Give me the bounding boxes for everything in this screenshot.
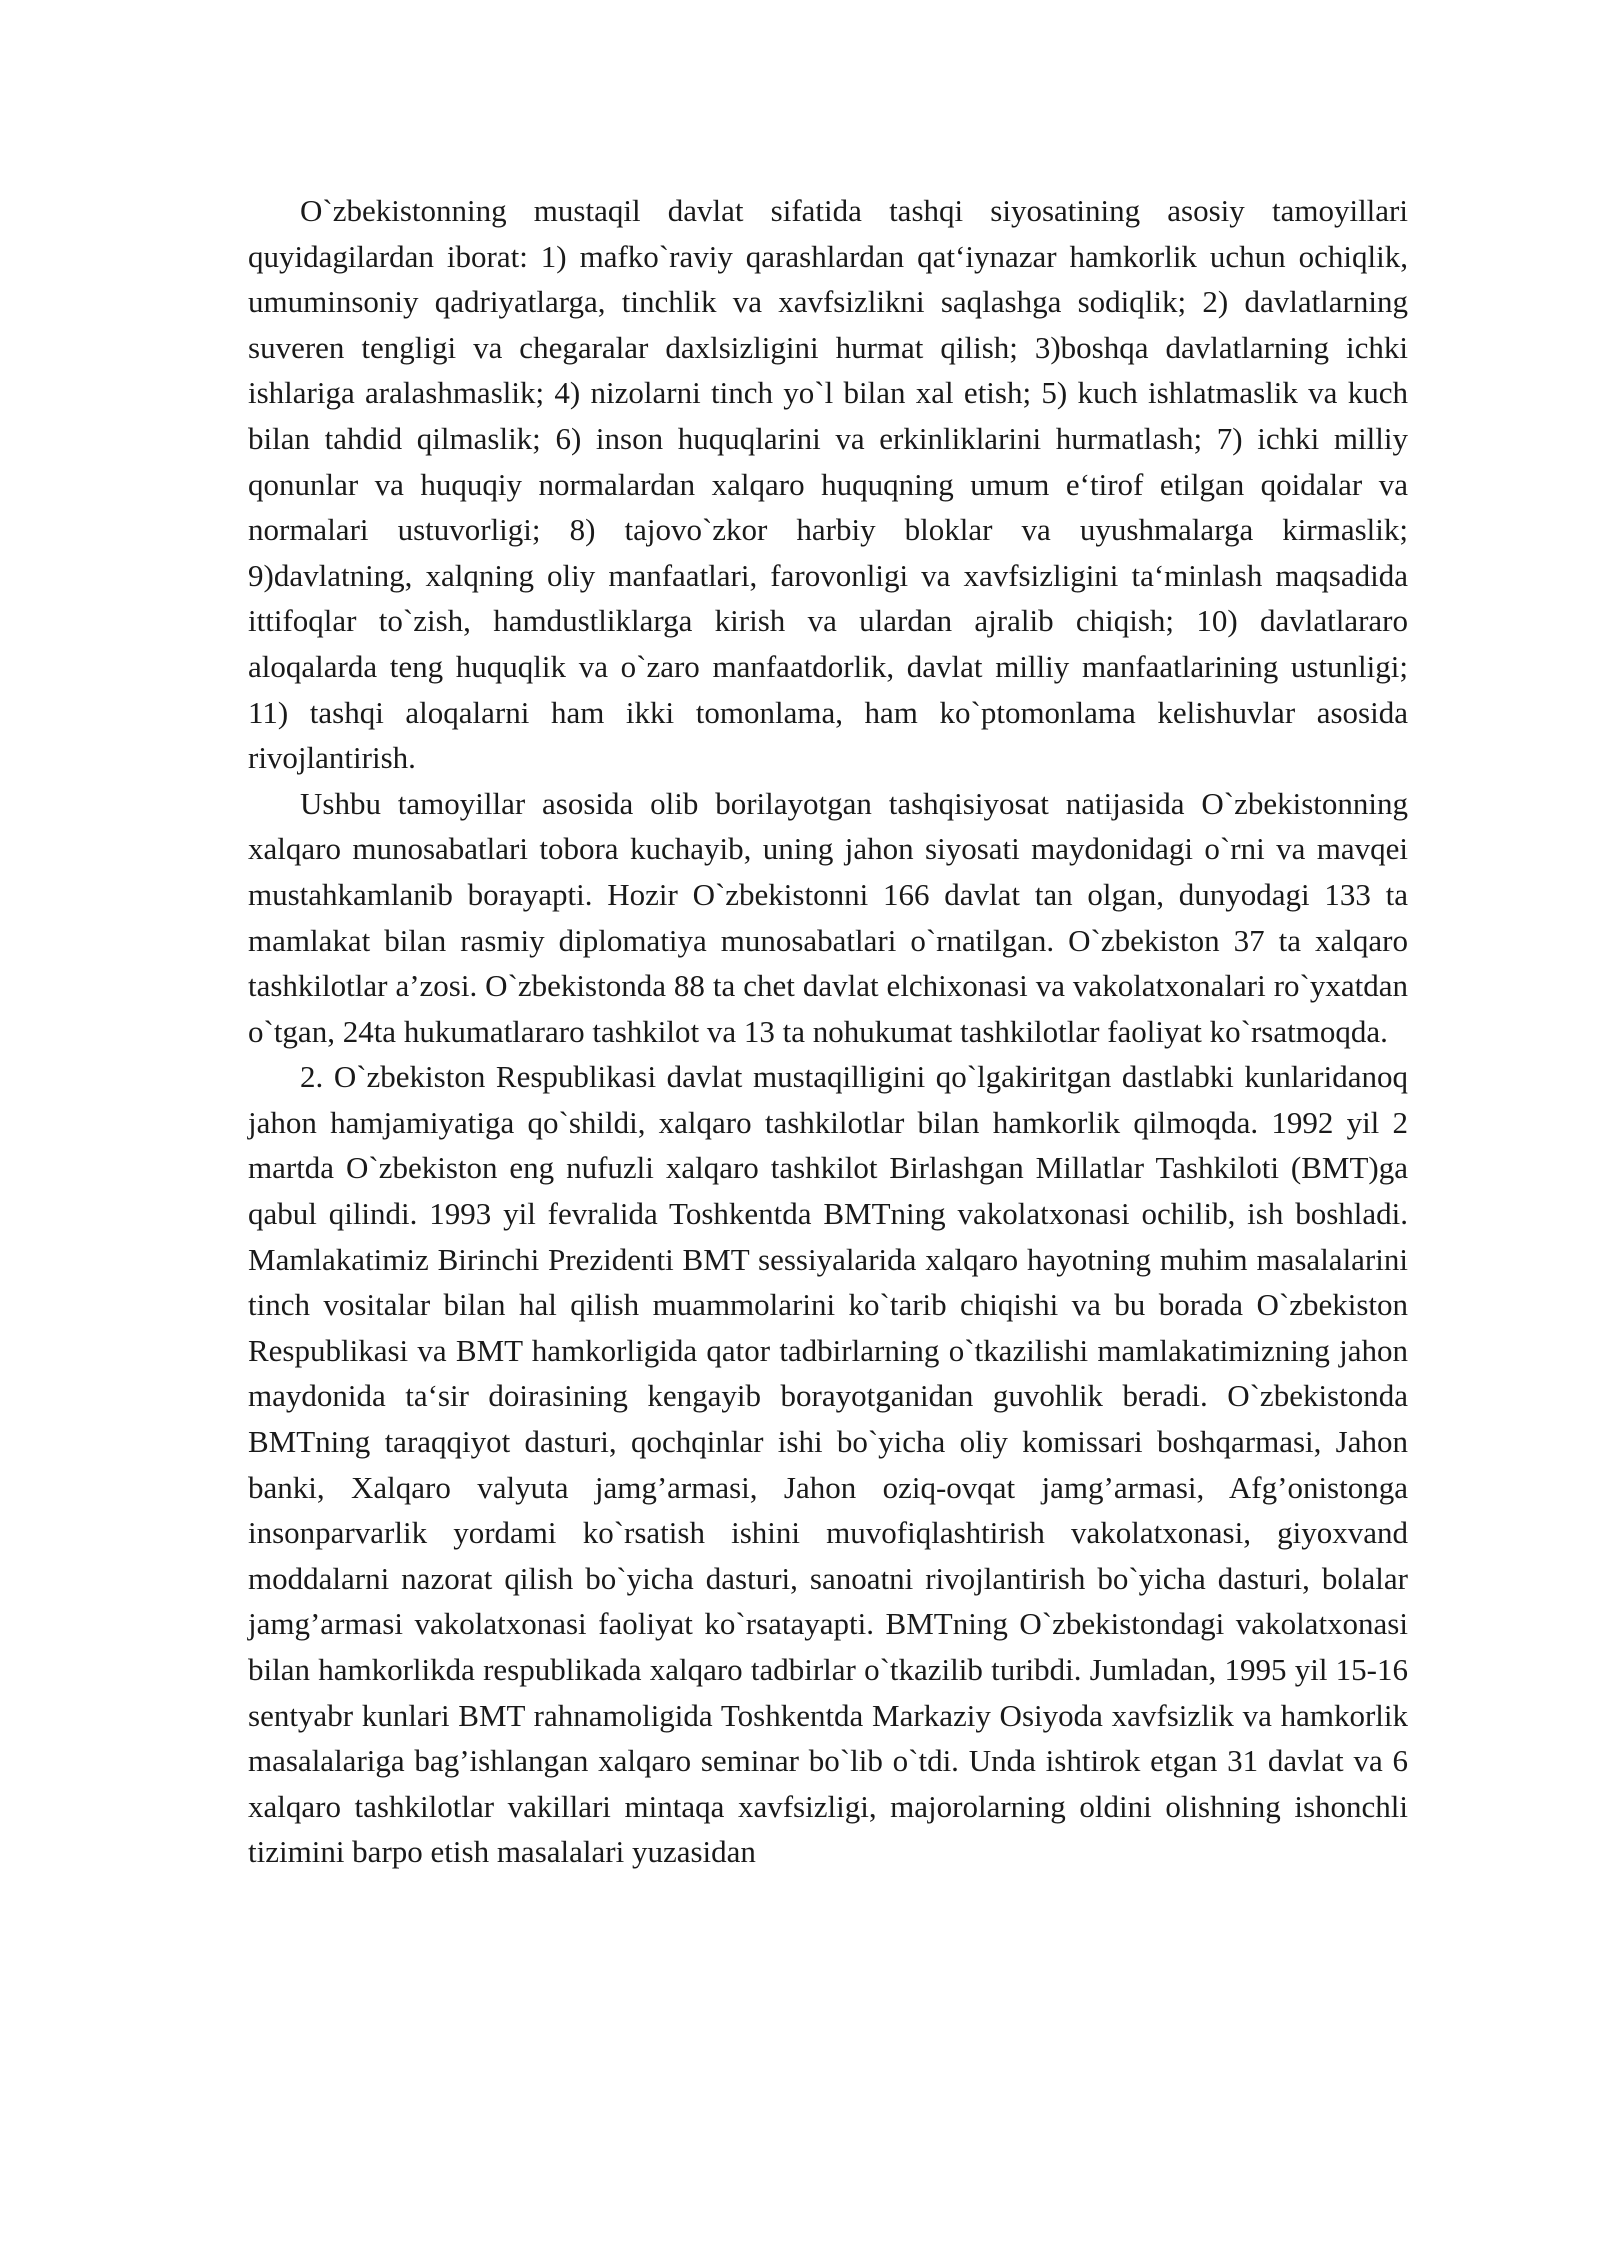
paragraph-international-relations: Ushbu tamoyillar asosida olib borilayotgan tashqisiyosat natijasida O`zbekistonning xalqaro munosabatlari tobora kuchayib, uning jahon siyosati maydonidagi o`rni va mavqei mustahkamlanib borayapti. Hozir O`zbekistonni 166 davlat tan olgan, dunyodagi 133 ta mamlakat bilan rasmiy diplomatiya munosabatlari o`rnatilgan. O`zbekiston 37 ta xalqaro tashkilotlar a’zosi. O`zbekistonda 88 ta chet davlat elchixonasi va vakolatxonalari ro`yxatdan o`tgan, 24ta hukumatlararo tashkilot va 13 ta nohukumat tashkilotlar faoliyat ko`rsatmoqda. — [248, 785, 1408, 1049]
document-body — [248, 188, 1408, 1875]
paragraph-un-cooperation: 2. O`zbekiston Respublikasi davlat mustaqilligini qo`lgakiritgan dastlabki kunlaridanoq jahon hamjamiyatiga qo`shildi, xalqaro tashkilotlar bilan hamkorlik qilmoqda. 1992 yil 2 martda O`zbekiston eng nufuzli xalqaro tashkilot Birlashgan Millatlar Tashkiloti (BMT)ga qabul qilindi. 1993 yil fevralida Toshkentda BMTning vakolatxonasi ochilib, ish boshladi. Mamlakatimiz Birinchi Prezidenti BMT sessiyalarida xalqaro hayotning muhim masalalarini tinch vositalar bilan hal qilish muammolarini ko`tarib chiqishi va bu borada O`zbekiston Respublikasi va BMT hamkorligida qator tadbirlarning o`tkazilishi mamlakatimizning jahon maydonida ta‘sir doirasining kengayib borayotganidan guvohlik beradi. O`zbekistonda BMTning taraqqiyot dasturi, qochqinlar ishi bo`yicha oliy komissari boshqarmasi, Jahon banki, Xalqaro valyuta jamg’armasi, Jahon oziq-ovqat jamg’armasi, Afg’onistonga insonparvarlik yordami ko`rsatish ishini muvofiqlashtirish vakolatxonasi, giyoxvand moddalarni nazorat qilish bo`yicha dasturi, sanoatni rivojlantirish bo`yicha dasturi, bolalar jamg’armasi vakolatxonasi faoliyat ko`rsatayapti. BMTning O`zbekistondagi vakolatxonasi bilan hamkorlikda respublikada xalqaro tadbirlar o`tkazilib turibdi. Jumladan, 1995 yil 15-16 sentyabr kunlari BMT rahnamoligida Toshkentda Markaziy Osiyoda xavfsizlik va hamkorlik masalalariga bag’ishlangan xalqaro seminar bo`lib o`tdi. Unda ishtirok etgan 31 davlat va 6 xalqaro tashkilotlar vakillari mintaqa xavfsizligi, majorolarning oldini olishning ishonchli tizimini barpo etish masalalari yuzasidan — [248, 1059, 1408, 1870]
paragraph-foreign-policy-principles: O`zbekistonning mustaqil davlat sifatida tashqi siyosatining asosiy tamoyillari quyidagilardan iborat: 1) mafko`raviy qarashlardan qat‘iynazar hamkorlik uchun ochiqlik, umuminsoniy qadriyatlarga, tinchlik va xavfsizlikni saqlashga sodiqlik; 2) davlatlarning suveren tengligi va chegaralar daxlsizligini hurmat qilish; 3)boshqa davlatlarning ichki ishlariga aralashmaslik; 4) nizolarni tinch yo`l bilan xal etish; 5) kuch ishlatmaslik va kuch bilan tahdid qilmaslik; 6) inson huquqlarini va erkinliklarini hurmatlash; 7) ichki milliy qonunlar va huquqiy normalardan xalqaro huquqning umum e‘tirof etilgan qoidalar va normalari ustuvorligi; 8) tajovo`zkor harbiy bloklar va uyushmalarga kirmaslik; 9)davlatning, xalqning oliy manfaatlari, farovonligi va xavfsizligini ta‘minlash maqsadida ittifoqlar to`zish, hamdustliklarga kirish va ulardan ajralib chiqish; 10) davlatlararo aloqalarda teng huquqlik va o`zaro manfaatdorlik, davlat milliy manfaatlarining ustunligi; 11) tashqi aloqalarni ham ikki tomonlama, ham ko`ptomonlama kelishuvlar asosida rivojlantirish. — [248, 193, 1408, 776]
